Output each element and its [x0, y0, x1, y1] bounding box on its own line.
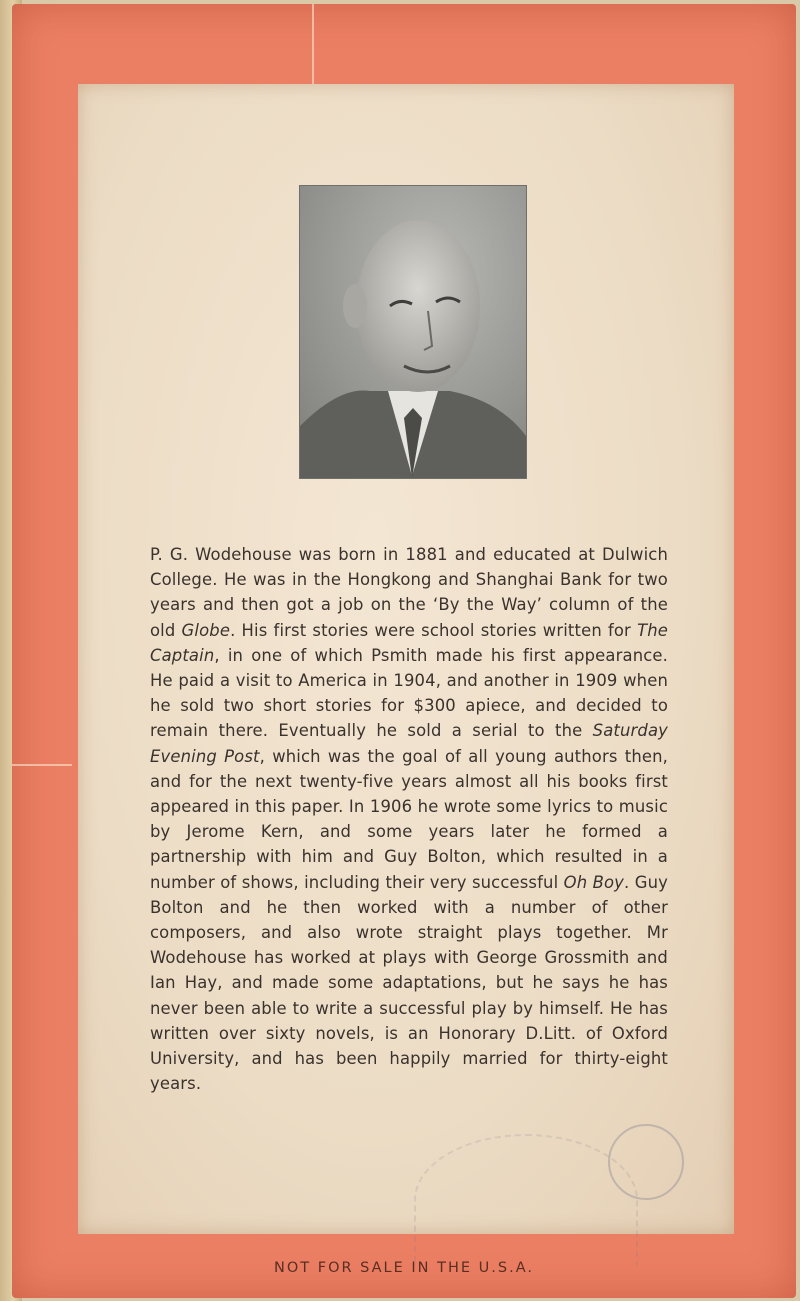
- bio-text: . Guy Bolton and he then worked with a number of other composers, and also wrote straight plays together. Mr Wodehouse has worked at plays with George Grossmith and Ian Hay, and made some adaptations, but he says he has never been able to write a successful play by himself. He has written over sixty novels, is an Honorary D.Litt. of Oxford University, and has been happily married for thirty-eight years.: [150, 872, 668, 1094]
- content-panel: [78, 84, 734, 1234]
- bio-italic-oh-boy: Oh Boy: [563, 872, 625, 892]
- portrait-photo-icon: [300, 186, 526, 478]
- back-cover: [12, 4, 796, 1298]
- bio-italic-post: Saturday Evening Post: [150, 721, 668, 766]
- bio-italic-captain: The Captain: [150, 620, 668, 665]
- faded-bookseller-stamp-icon: [414, 1134, 638, 1266]
- crease-mark: [312, 4, 314, 84]
- bio-text: P. G. Wodehouse was born in 1881 and educated at Dulwich College. He was in the Hongkong and Shanghai Bank for two years and then got a job on the ‘By the Way’ column of the old: [150, 545, 668, 640]
- bio-text: , in one of which Psmith made his first appearance. He paid a visit to America in 1904, and another in 1909 when he sold two short stories for $300 apiece, and decided to remain there. Eventually he sold a serial to the: [150, 645, 668, 741]
- crease-mark: [12, 764, 72, 766]
- not-for-sale-notice: NOT FOR SALE IN THE U.S.A.: [274, 1260, 534, 1276]
- bio-text: . His first stories were school stories written for: [230, 620, 638, 640]
- bio-text: , which was the goal of all young authors then, and for the next twenty-five years almost all his books first appeared in this paper. In 1906 he wrote some lyrics to music by Jerome Kern, and some years later he formed a partnership with him and Guy Bolton, which resulted in a number of shows, including their very successful: [150, 746, 669, 892]
- author-biography: [150, 542, 668, 1096]
- bio-italic-globe: Globe: [181, 620, 231, 640]
- author-portrait: [300, 186, 526, 478]
